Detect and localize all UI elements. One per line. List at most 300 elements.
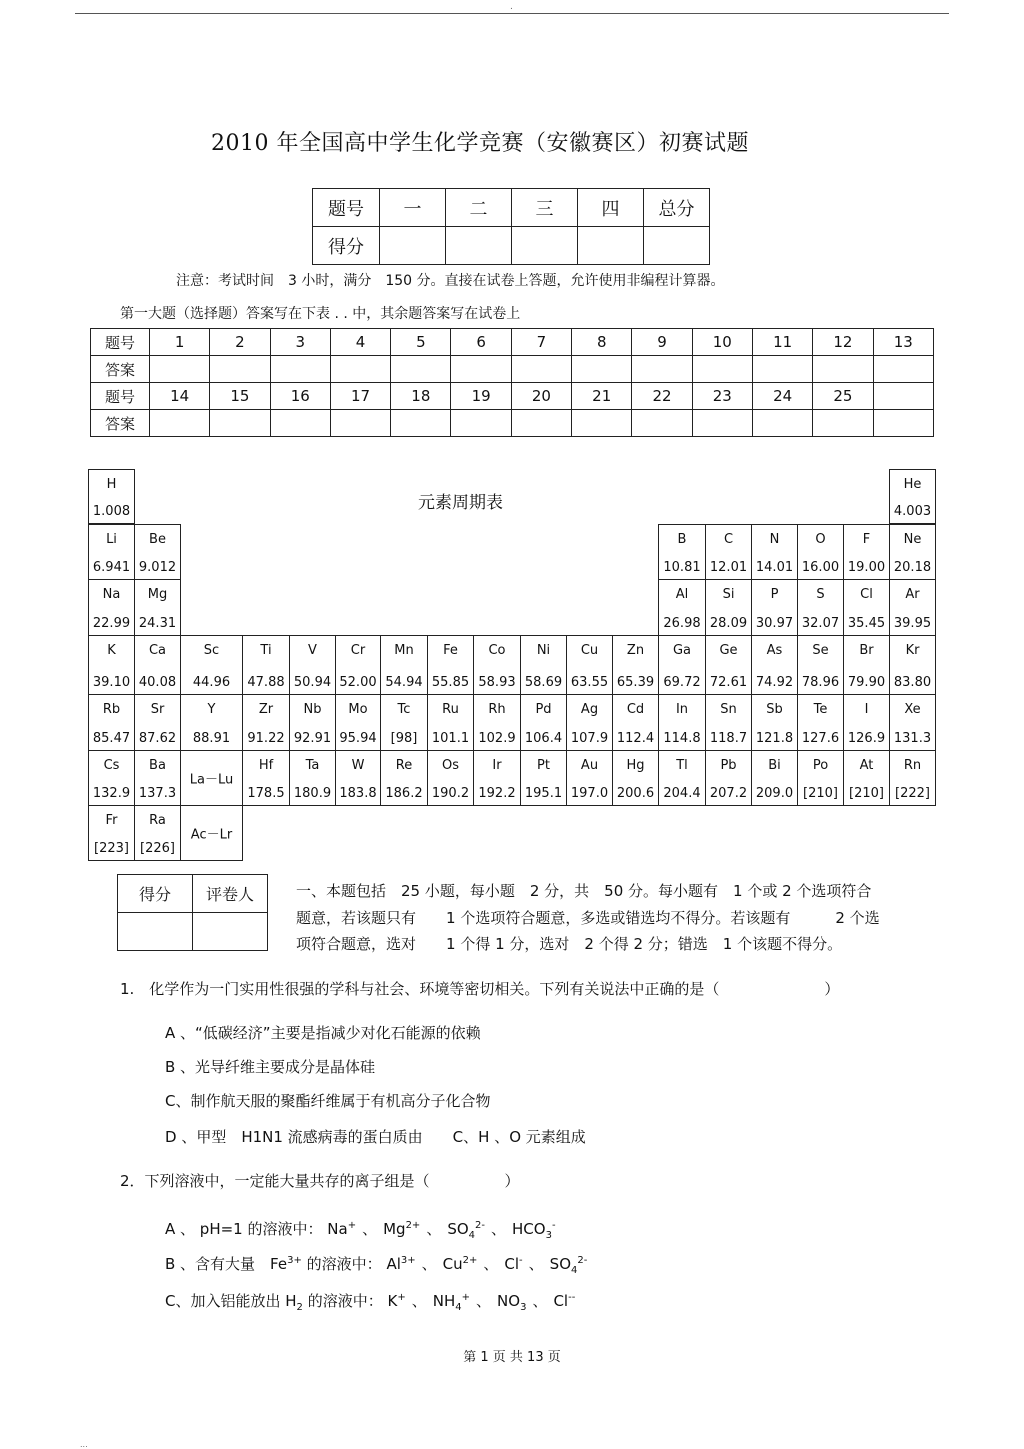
ion-symbol: NH (432, 1292, 456, 1310)
element-mass: [210] (849, 786, 884, 801)
element-symbol: Sr (150, 702, 165, 717)
q2-option-b (165, 1253, 587, 1276)
element-mass: 127.6 (801, 731, 840, 746)
element-cell (520, 635, 567, 695)
ion-charge: 2+ (462, 1255, 478, 1266)
ion-charge: 2- (577, 1255, 588, 1266)
element-symbol: Bi (768, 758, 781, 773)
answer-blank-cell[interactable] (511, 410, 571, 437)
element-mass: 79.90 (847, 675, 886, 690)
answer-number-cell: 23 (692, 383, 752, 410)
element-mass: 91.22 (247, 731, 285, 746)
element-cell (335, 750, 381, 806)
element-symbol: In (675, 702, 689, 717)
element-mass: 20.18 (893, 560, 932, 575)
element-mass: [98] (390, 731, 418, 746)
element-symbol: Ta (305, 758, 320, 773)
score-header-cell: 题号 (313, 189, 380, 227)
element-symbol: Rh (488, 702, 506, 717)
element-cell (473, 750, 521, 806)
answer-blank-cell[interactable] (210, 410, 270, 437)
element-mass: [226] (140, 841, 175, 856)
corner-mark: ... (80, 1440, 88, 1449)
answer-blank-cell[interactable] (632, 356, 692, 383)
element-symbol: C (723, 532, 734, 547)
answer-blank-cell[interactable] (873, 410, 933, 437)
element-symbol: Zr (258, 702, 274, 717)
element-mass: 190.2 (431, 786, 470, 801)
q2-c-ions (387, 1292, 576, 1313)
element-cell (520, 694, 567, 751)
answer-blank-cell[interactable] (330, 410, 390, 437)
q2-b-fe-charge: 3+ (287, 1255, 302, 1266)
element-mass: 209.0 (755, 786, 794, 801)
answer-blank-cell[interactable] (270, 356, 330, 383)
answer-number-cell: 7 (511, 329, 571, 356)
element-mass: 92.91 (293, 731, 332, 746)
element-cell (134, 750, 181, 806)
element-symbol: Ni (536, 643, 551, 658)
element-mass: 132.9 (92, 786, 131, 801)
element-symbol: Ra (149, 813, 166, 828)
element-mass: 85.47 (92, 731, 131, 746)
answer-number-cell: 8 (572, 329, 632, 356)
element-cell (335, 635, 381, 695)
element-symbol: Os (441, 758, 459, 773)
element-cell (797, 524, 844, 580)
element-symbol: Te (813, 702, 828, 717)
ion-separator: 、 (411, 1292, 427, 1310)
answer-number-cell: 4 (330, 329, 390, 356)
element-mass: 58.69 (524, 675, 563, 690)
element-mass: 35.45 (847, 616, 886, 631)
periodic-table-title: 元素周期表 (418, 493, 503, 513)
element-mass: 137.3 (138, 786, 177, 801)
ion-separator: 、 (528, 1255, 544, 1273)
answer-blank-cell[interactable] (692, 410, 752, 437)
element-mass: 54.94 (385, 675, 423, 690)
answer-blank-cell[interactable] (572, 356, 632, 383)
element-mass: 30.97 (755, 616, 794, 631)
element-symbol: Na (102, 587, 121, 602)
ion-symbol: Cl (553, 1292, 569, 1310)
element-mass: 95.94 (339, 731, 377, 746)
element-symbol: Rb (102, 702, 121, 717)
grader-score-blank[interactable] (118, 913, 193, 951)
score-blank-cell[interactable] (512, 227, 578, 265)
ion-separator: 、 (426, 1220, 442, 1238)
element-cell (612, 694, 659, 751)
ion-symbol: Al (386, 1255, 401, 1273)
element-symbol: Sb (766, 702, 783, 717)
element-cell (843, 694, 890, 751)
element-mass: 114.8 (663, 731, 701, 746)
element-mass: 101.1 (431, 731, 470, 746)
element-mass: 197.0 (570, 786, 609, 801)
answer-blank-cell[interactable] (391, 410, 451, 437)
element-mass: 207.2 (709, 786, 748, 801)
element-mass: 126.9 (847, 731, 886, 746)
element-symbol: Hg (626, 758, 645, 773)
ion-subscript: 4 (468, 1230, 476, 1241)
ion-charge: - (551, 1220, 556, 1231)
q2-a-ions (327, 1220, 556, 1241)
element-cell (473, 635, 521, 695)
score-header-cell: 总分 (644, 189, 710, 227)
element-symbol: Pt (537, 758, 550, 773)
element-symbol: Ac－Lr (190, 827, 233, 843)
element-cell (88, 635, 135, 695)
answer-number-cell: 19 (451, 383, 511, 410)
element-cell (473, 694, 521, 751)
element-symbol: Xe (904, 702, 921, 717)
element-mass: 39.95 (893, 616, 932, 631)
element-symbol: Si (722, 587, 735, 602)
grader-table (117, 874, 268, 951)
ion-charge: + (347, 1220, 357, 1231)
answer-blank-cell[interactable] (270, 410, 330, 437)
element-cell (658, 524, 706, 580)
ion-subscript: 3 (545, 1230, 552, 1241)
answer-row-label: 答案 (91, 356, 150, 383)
q2-option-a (165, 1218, 556, 1241)
ion-charge: + (397, 1292, 406, 1303)
answer-blank-cell[interactable] (632, 410, 692, 437)
element-mass: 44.96 (192, 675, 231, 690)
element-cell (566, 750, 613, 806)
section1-line2: 题意，若该题只有 1 个选项符合题意，多选或错选均不得分。若该题有 2 个选 (296, 909, 880, 927)
element-mass: 50.94 (293, 675, 332, 690)
element-cell (843, 579, 890, 636)
element-symbol: B (677, 532, 687, 547)
answer-row-label: 题号 (91, 329, 150, 356)
ion-charge: 3+ (400, 1255, 416, 1266)
element-symbol: He (903, 477, 922, 492)
answer-row-label: 答案 (91, 410, 150, 437)
answer-blank-cell[interactable] (511, 356, 571, 383)
element-cell (134, 805, 181, 861)
element-symbol: Au (580, 758, 599, 773)
answer-blank-cell[interactable] (451, 410, 511, 437)
element-mass: 118.7 (709, 731, 748, 746)
score-header-cell: 四 (578, 189, 644, 227)
element-cell (612, 635, 659, 695)
element-symbol: Br (859, 643, 874, 658)
element-symbol: Zn (626, 643, 645, 658)
element-cell (889, 524, 936, 580)
element-symbol: Cl (860, 587, 873, 602)
ion-charge: - (519, 1255, 523, 1266)
element-cell (380, 635, 428, 695)
section1-line3: 项符合题意，选对 1 个得 1 分，选对 2 个得 2 分；错选 1 个该题不得分。 (296, 935, 843, 953)
ion-charge: -- (568, 1292, 576, 1303)
element-cell (566, 635, 613, 695)
answer-number-cell: 22 (632, 383, 692, 410)
score-header-cell: 三 (512, 189, 578, 227)
score-header-cell: 二 (446, 189, 512, 227)
element-symbol: Sc (203, 643, 220, 658)
page-title: 2010 年全国高中学生化学竞赛（安徽赛区）初赛试题 (211, 131, 749, 156)
element-cell (289, 750, 336, 806)
element-cell (658, 635, 706, 695)
answer-number-cell: 21 (572, 383, 632, 410)
element-cell (134, 694, 181, 751)
ion-symbol: Mg (383, 1220, 406, 1238)
answer-number-cell: 24 (752, 383, 812, 410)
answer-number-cell: 1 (150, 329, 210, 356)
grader-name-label: 评卷人 (193, 875, 268, 913)
element-mass: 200.6 (616, 786, 655, 801)
element-cell (566, 694, 613, 751)
element-symbol: Fr (105, 813, 118, 828)
element-mass: 16.00 (801, 560, 840, 575)
element-symbol: H (106, 477, 117, 492)
element-cell (751, 635, 798, 695)
element-mass: 88.91 (192, 731, 231, 746)
q2-stem: 2．下列溶液中，一定能大量共存的离子组是（ ） (120, 1172, 520, 1190)
ion-subscript: 3 (520, 1302, 527, 1313)
element-cell (889, 469, 936, 524)
element-cell (134, 579, 181, 636)
answer-blank-cell[interactable] (813, 356, 873, 383)
element-cell (889, 635, 936, 695)
answer-number-cell: 6 (451, 329, 511, 356)
element-cell (658, 750, 706, 806)
header-dot: . (510, 2, 513, 12)
element-cell (335, 694, 381, 751)
element-cell (380, 750, 428, 806)
element-mass: 106.4 (524, 731, 563, 746)
ion-subscript: 4 (455, 1302, 462, 1313)
answer-number-cell: 17 (330, 383, 390, 410)
q2-c-mid: 的溶液中： (307, 1292, 383, 1310)
ion-symbol: Cu (442, 1255, 463, 1273)
element-symbol: Re (395, 758, 413, 773)
q1-option-c: C、制作航天服的聚酯纤维属于有机高分子化合物 (165, 1092, 491, 1110)
answer-number-cell: 2 (210, 329, 270, 356)
element-mass: 69.72 (663, 675, 701, 690)
element-cell (380, 694, 428, 751)
element-cell (180, 635, 243, 695)
element-cell (289, 635, 336, 695)
answer-blank-cell[interactable] (572, 410, 632, 437)
score-header-cell: 一 (380, 189, 446, 227)
element-symbol: F (862, 532, 871, 547)
element-symbol: Be (149, 532, 166, 547)
element-cell (180, 805, 243, 861)
element-mass: [222] (895, 786, 930, 801)
ion-separator: 、 (491, 1220, 507, 1238)
element-cell (843, 750, 890, 806)
element-mass: 186.2 (385, 786, 423, 801)
score-blank-cell[interactable] (644, 227, 710, 265)
element-mass: 58.93 (478, 675, 516, 690)
element-cell (751, 579, 798, 636)
header-rule (75, 13, 949, 14)
element-cell (705, 524, 752, 580)
element-mass: 74.92 (755, 675, 794, 690)
element-cell (427, 635, 474, 695)
element-cell (705, 694, 752, 751)
element-symbol: Hf (258, 758, 274, 773)
element-symbol: La－Lu (189, 772, 234, 788)
element-symbol: Cu (580, 643, 599, 658)
ion-symbol: K (387, 1292, 398, 1310)
element-cell (843, 524, 890, 580)
element-symbol: S (816, 587, 825, 602)
element-mass: 65.39 (616, 675, 655, 690)
element-symbol: As (766, 643, 783, 658)
q1-stem: 1. 化学作为一门实用性很强的学科与社会、环境等密切相关。下列有关说法中正确的是（ ） (120, 980, 840, 998)
element-cell (658, 579, 706, 636)
element-symbol: Cs (103, 758, 120, 773)
element-mass: 72.61 (709, 675, 748, 690)
exam-notice: 注意：考试时间 3 小时，满分 150 分。直接在试卷上答题，允许使用非编程计算器。 (176, 273, 725, 289)
element-symbol: Ca (148, 643, 167, 658)
ion-symbol: NO (497, 1292, 521, 1310)
answer-blank-cell[interactable] (210, 356, 270, 383)
ion-separator: 、 (483, 1255, 499, 1273)
element-symbol: Mn (394, 643, 414, 658)
element-cell (889, 750, 936, 806)
element-cell (797, 750, 844, 806)
answer-blank-cell[interactable] (330, 356, 390, 383)
answer-number-cell: 11 (752, 329, 812, 356)
element-mass: 22.99 (92, 616, 131, 631)
element-symbol: Ag (580, 702, 599, 717)
ion-symbol: Na (327, 1220, 348, 1238)
q2-b-mid: 的溶液中： (306, 1255, 382, 1273)
answer-blank-cell[interactable] (752, 356, 812, 383)
element-mass: [210] (803, 786, 838, 801)
answer-number-cell (873, 383, 933, 410)
element-mass: [223] (94, 841, 129, 856)
element-mass: 9.012 (138, 560, 177, 575)
score-table (312, 188, 710, 265)
element-symbol: Ru (442, 702, 459, 717)
element-symbol: Pd (535, 702, 552, 717)
element-symbol: P (770, 587, 779, 602)
element-cell (751, 694, 798, 751)
answer-blank-cell[interactable] (873, 356, 933, 383)
ion-symbol: HCO (512, 1220, 546, 1238)
element-cell (180, 694, 243, 751)
score-blank-cell[interactable] (578, 227, 644, 265)
ion-symbol: SO (549, 1255, 571, 1273)
element-cell (427, 750, 474, 806)
element-cell (889, 579, 936, 636)
element-mass: 14.01 (755, 560, 794, 575)
element-symbol: Ge (719, 643, 738, 658)
score-blank-cell[interactable] (446, 227, 512, 265)
answer-blank-cell[interactable] (692, 356, 752, 383)
element-cell (88, 694, 135, 751)
element-cell (242, 694, 290, 751)
element-symbol: Mo (348, 702, 368, 717)
q2-b-ions (386, 1255, 588, 1276)
element-cell (88, 750, 135, 806)
element-mass: 192.2 (478, 786, 516, 801)
element-symbol: Nb (303, 702, 322, 717)
element-cell (289, 694, 336, 751)
element-mass: 40.08 (138, 675, 177, 690)
element-cell (705, 635, 752, 695)
element-cell (88, 469, 135, 524)
element-mass: 204.4 (663, 786, 701, 801)
element-cell (242, 635, 290, 695)
element-mass: 63.55 (570, 675, 609, 690)
element-cell (520, 750, 567, 806)
answer-blank-cell[interactable] (391, 356, 451, 383)
element-symbol: Ir (492, 758, 502, 773)
element-symbol: Tc (397, 702, 411, 717)
answer-row-label: 题号 (91, 383, 150, 410)
answer-number-cell: 15 (210, 383, 270, 410)
element-cell (797, 694, 844, 751)
element-mass: 180.9 (293, 786, 332, 801)
answer-blank-cell[interactable] (150, 356, 210, 383)
element-mass: 52.00 (339, 675, 377, 690)
element-mass: 178.5 (247, 786, 285, 801)
answer-number-cell: 10 (692, 329, 752, 356)
element-mass: 12.01 (709, 560, 748, 575)
element-symbol: Se (812, 643, 829, 658)
section1-line1: 一、本题包括 25 小题，每小题 2 分，共 50 分。每小题有 1 个或 2 个选项符合 (296, 882, 872, 900)
answer-blank-cell[interactable] (451, 356, 511, 383)
answer-blank-cell[interactable] (813, 410, 873, 437)
element-symbol: Li (106, 532, 117, 547)
element-cell (134, 635, 181, 695)
element-mass: 83.80 (893, 675, 932, 690)
element-symbol: Y (207, 702, 216, 717)
element-mass: 102.9 (478, 731, 516, 746)
element-mass: 1.008 (92, 504, 131, 519)
q1-option-b: B 、光导纤维主要成分是晶体硅 (165, 1058, 376, 1076)
score-blank-cell[interactable] (380, 227, 446, 265)
element-symbol: V (308, 643, 317, 658)
ion-separator: 、 (476, 1292, 492, 1310)
element-mass: 39.10 (92, 675, 131, 690)
ion-separator: 、 (532, 1292, 548, 1310)
answer-blank-cell[interactable] (150, 410, 210, 437)
element-symbol: At (859, 758, 874, 773)
element-mass: 121.8 (755, 731, 794, 746)
ion-charge: 2- (475, 1220, 486, 1231)
element-cell (658, 694, 706, 751)
answer-number-cell: 9 (632, 329, 692, 356)
element-symbol: N (769, 532, 780, 547)
element-symbol: Ne (903, 532, 922, 547)
q2-b-prefix: B 、含有大量 Fe (165, 1255, 288, 1273)
element-cell (705, 579, 752, 636)
element-symbol: Co (488, 643, 506, 658)
element-mass: 55.85 (431, 675, 470, 690)
grader-name-blank[interactable] (193, 913, 268, 951)
element-symbol: Mg (147, 587, 168, 602)
answer-blank-cell[interactable] (752, 410, 812, 437)
element-cell (889, 694, 936, 751)
element-cell (843, 635, 890, 695)
answer-number-cell: 14 (150, 383, 210, 410)
element-symbol: Sn (720, 702, 737, 717)
answer-number-cell: 3 (270, 329, 330, 356)
element-symbol: Ba (149, 758, 166, 773)
element-symbol: Ti (260, 643, 272, 658)
element-symbol: Kr (905, 643, 920, 658)
element-symbol: Ar (905, 587, 920, 602)
element-cell (797, 635, 844, 695)
q2-c-prefix: C、加入铝能放出 (165, 1292, 281, 1310)
